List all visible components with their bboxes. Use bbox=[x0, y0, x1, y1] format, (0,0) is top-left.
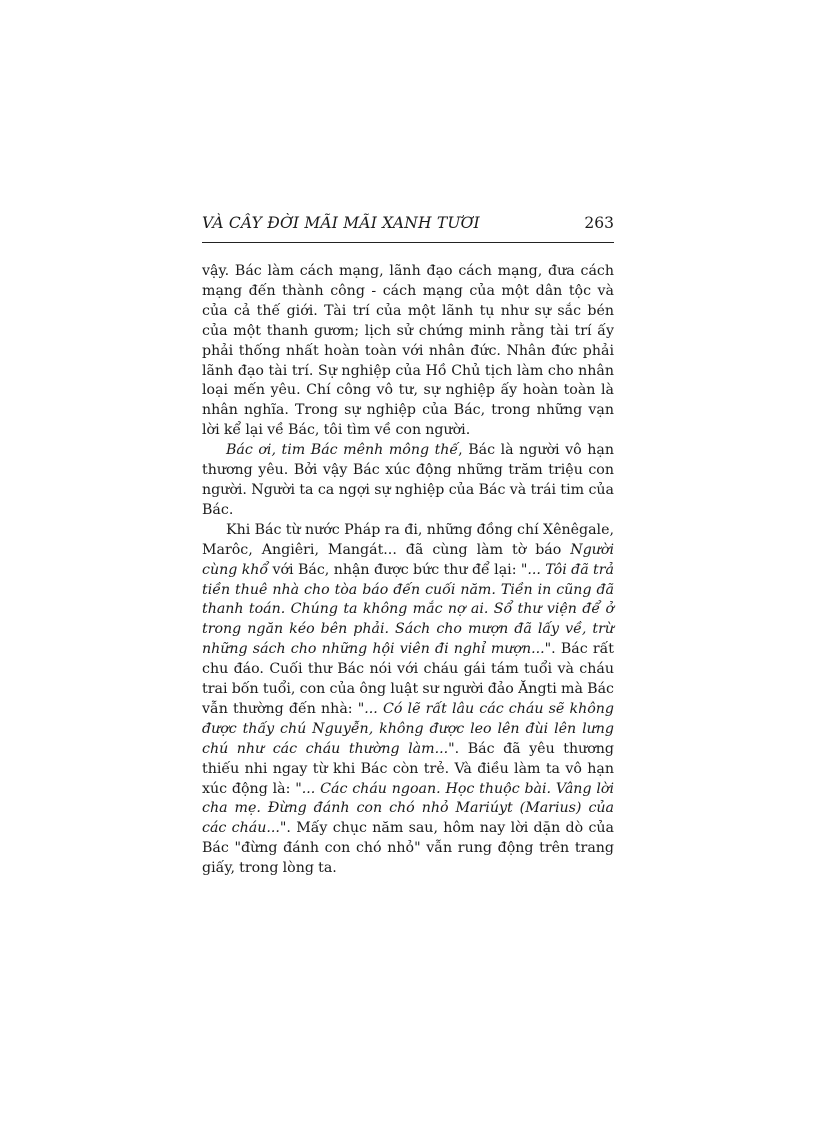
text-segment: vậy. Bác làm cách mạng, lãnh đạo cách mạng, đưa cách mạng đến thành công - cách mạng của một dân tộc và của cả thế giới. Tài trí của một lãnh tụ như sự sắc bén của một thanh gươm; lịch sử chứng minh rằng tài trí ấy phải thống nhất hoàn toàn với nhân đức. Nhân đức phải lãnh đạo tài trí. Sự nghiệp của Hồ Chủ tịch làm cho nhân loại mến yêu. Chí công vô tư, sự nghiệp ấy hoàn toàn là nhân nghĩa. Trong sự nghiệp của Bác, trong những vạn lời kể lại về Bác, tôi tìm về con người. bbox=[202, 263, 614, 439]
body-text bbox=[202, 262, 614, 879]
page-number: 263 bbox=[584, 214, 614, 232]
letter-quote: "... Tôi đã trả tiền thuê nhà cho tòa báo đến cuối năm. Tiền in cũng đã thanh toán. Chúng ta không mắc nợ ai. Sổ thư viện để ở trong ngăn kéo bên phải. Sách cho mượn đã lấy về, trừ những sách cho những hội viên đi nghỉ mượn..." bbox=[202, 561, 614, 658]
letter-quote: "... Các cháu ngoan. Học thuộc bài. Vâng lời cha mẹ. Đừng đánh con chó nhỏ Mariúyt (Marius) của các cháu..." bbox=[202, 780, 614, 837]
text-segment: Khi Bác từ nước Pháp ra đi, những đồng chí Xênêgale, Marôc, Angiêri, Mangát... đã cùng làm tờ báo bbox=[202, 521, 614, 558]
book-page bbox=[202, 0, 616, 1123]
text-segment: , Bác là người vô hạn thương yêu. Bởi vậy Bác xúc động những trăm triệu con người. Người ta ca ngợi sự nghiệp của Bác và trái tim của Bác. bbox=[202, 442, 614, 518]
newspaper-title: Người cùng khổ bbox=[202, 541, 614, 578]
header-rule bbox=[202, 242, 614, 243]
italic-phrase: Bác ơi, tim Bác mênh mông thế bbox=[226, 442, 459, 459]
letter-quote: "... Có lẽ rất lâu các cháu sẽ không được thấy chú Nguyễn, không được leo lên đùi lên lưng chú như các cháu thường làm..." bbox=[202, 700, 614, 757]
paragraph bbox=[202, 262, 614, 441]
text-segment: . Bác đã yêu thương thiếu nhi ngay từ khi Bác còn trẻ. Và điều làm ta vô hạn xúc động là: bbox=[202, 740, 614, 797]
paragraph bbox=[202, 521, 614, 879]
text-segment: . Bác rất chu đáo. Cuối thư Bác nói với cháu gái tám tuổi và cháu trai bốn tuổi, con của ông luật sư người đảo Ăngti mà Bác vẫn thường đến nhà: bbox=[202, 641, 614, 717]
running-header bbox=[202, 214, 614, 240]
paragraph bbox=[202, 441, 614, 521]
text-segment: . Mấy chục năm sau, hôm nay lời dặn dò của Bác "đừng đánh con chó nhỏ" vẫn rung động trên trang giấy, trong lòng ta. bbox=[202, 820, 614, 877]
text-segment: với Bác, nhận được bức thư để lại: bbox=[268, 561, 521, 578]
chapter-title: VÀ CÂY ĐỜI MÃI MÃI XANH TƯƠI bbox=[202, 214, 480, 232]
